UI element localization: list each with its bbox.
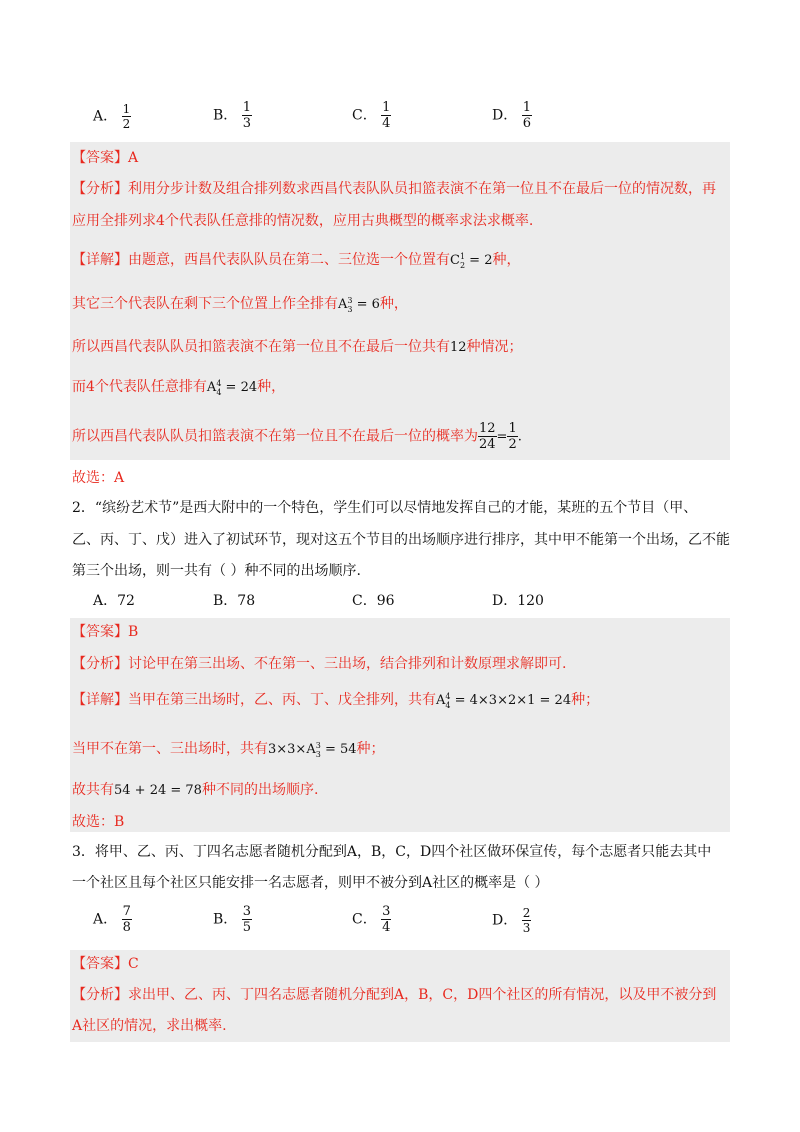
q3-option-a: A． $\frac{7}{8}$ (93, 904, 131, 935)
q3-stem-line1: 3．将甲、乙、丙、丁四名志愿者随机分配到A，B，C，D四个社区做环保宣传，每个志愿者只能去其中 (72, 844, 712, 860)
q2-stem-line2: 乙、丙、丁、戊）进入了初试环节，现对这五个节目的出场顺序进行排序，其中甲不能第一个出场，乙不能 (72, 532, 730, 548)
q1-detail-formula-2: A 3 3 = 6 (338, 295, 380, 314)
q1-detail-formula-1: C 1 2 = 2 (450, 251, 493, 270)
q2-stem-line3: 第三个出场，则一共有（ ）种不同的出场顺序. (72, 563, 361, 579)
q1-option-c: C． $\frac{1}{4}$ (352, 100, 391, 131)
q2-detail-formula-2: 3×3×A 3 3 = 54 (268, 740, 357, 759)
q2-detail-line2: 当甲不在第一、三出场时，共有3×3×A 3 3 = 54种； (72, 740, 385, 759)
q3-option-b: B． $\frac{3}{5}$ (213, 904, 252, 935)
q1-option-d: D． $\frac{1}{6}$ (492, 100, 531, 131)
q1-detail-line4: 而4个代表队任意排有A 4 4 = 24种， (72, 378, 286, 397)
q1-answer: 【答案】A (72, 150, 139, 166)
q1-choose: 故选：A (72, 470, 125, 486)
q3-answer: 【答案】C (72, 956, 139, 972)
q3-stem-line2: 一个社区且每个社区只能安排一名志愿者，则甲不被分到A社区的概率是（ ） (72, 875, 549, 891)
q1-detail-line2: 其它三个代表队在剩下三个位置上作全排有A 3 3 = 6种， (72, 295, 408, 314)
q2-detail-line3: 故共有54 + 24 = 78种不同的出场顺序. (72, 782, 319, 798)
q3-option-c: C． $\frac{3}{4}$ (352, 904, 391, 935)
q2-answer: 【答案】B (72, 624, 139, 640)
q2-stem-line1: 2．“缤纷艺术节”是西大附中的一个特色，学生们可以尽情地发挥自己的才能，某班的五个节目（甲、 (72, 500, 698, 516)
q3-analysis-line2: A社区的情况，求出概率. (72, 1018, 227, 1034)
q2-detail-formula-1: A 4 4 = 4×3×2×1 = 24 (436, 691, 572, 710)
q1-detail-line3: 所以西昌代表队队员扣篮表演不在第一位且不在最后一位共有12种情况； (72, 339, 523, 355)
q1-detail-line5: 所以西昌代表队队员扣篮表演不在第一位且不在最后一位的概率为 $\frac{12}{24}$ = $\frac{1}{2}$ . (72, 421, 522, 452)
q3-analysis-line1: 【分析】求出甲、乙、丙、丁四名志愿者随机分配到A，B，C，D四个社区的所有情况，以及甲不被分到 (72, 987, 717, 1003)
q2-option-c: C．96 (352, 593, 395, 609)
q1-option-b: B． $\frac{1}{3}$ (213, 100, 252, 131)
q2-option-b: B．78 (213, 593, 256, 609)
q2-choose: 故选：B (72, 814, 125, 830)
q1-fraction-1-2: $\frac{1}{2}$ (508, 421, 517, 452)
q1-analysis-line2: 应用全排列求4个代表队任意排的情况数，应用古典概型的概率求法求概率. (72, 213, 534, 229)
q1-detail-line1: 【详解】由题意，西昌代表队队员在第二、三位选一个位置有C 1 2 = 2种， (72, 251, 521, 270)
q2-option-d: D．120 (492, 593, 544, 609)
q1-detail-formula-4: A 4 4 = 24 (206, 378, 258, 397)
q1-option-a: A． $\frac{1}{2}$ (93, 102, 131, 131)
q1-analysis-line1: 【分析】利用分步计数及组合排列数求西昌代表队队员扣篮表演不在第一位且不在最后一位的情况数，再 (72, 181, 716, 197)
q2-detail-line1: 【详解】当甲在第三出场时，乙、丙、丁、戊全排列，共有A 4 4 = 4×3×2×1 = 24种； (72, 691, 600, 710)
q2-analysis: 【分析】讨论甲在第三出场、不在第一、三出场，结合排列和计数原理求解即可. (72, 656, 567, 672)
q3-option-d: D． $\frac{2}{3}$ (492, 906, 531, 935)
q1-fraction-12-24: $\frac{12}{24}$ (479, 421, 496, 452)
q2-option-a: A．72 (93, 593, 135, 609)
